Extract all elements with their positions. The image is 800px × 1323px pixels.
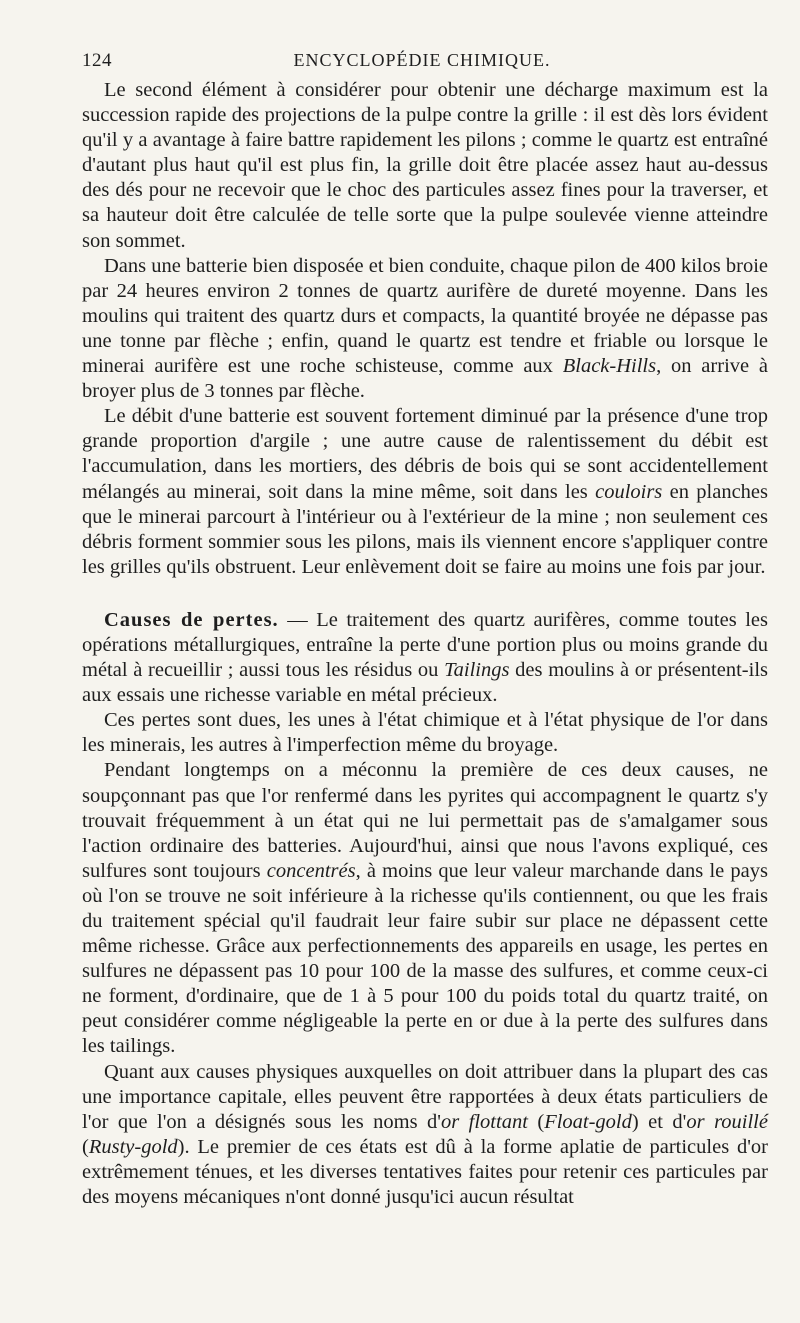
emphasis-black-hills: Black-Hills: [562, 355, 657, 378]
paragraph-7: Quant aux causes physiques auxquelles on doit attribuer dans la plupart des cas une importance capitale, elles peuvent être rapportées à deux états particuliers de l'or que l'on a désignés sous les noms d'or flottant (Float-gold) et d'or rouillé (Rusty-gold). Le premier de ces états est dû à la forme aplatie de particules d'or extrêmement ténues, et les diverses tentatives faites pour retenir ces particules par des moyens mécaniques n'ont donné jusqu'ici aucun résultat: [82, 1060, 768, 1209]
page-number: 124: [82, 50, 112, 71]
paragraph-3: Le débit d'une batterie est souvent fortement diminué par la présence d'une trop grande proportion d'argile ; une autre cause de ralentissement du débit est l'accumulation, dans les mortiers, des débris de bois qui se sont accidentellement mélangés au minerai, soit dans la mine même, soit dans les couloirs en planches que le minerai parcourt à l'intérieur ou à l'extérieur de la mine ; non seulement ces débris forment sommier sous les pilons, mais ils viennent encore s'appliquer contre les grilles qu'ils obstruent. Leur enlèvement doit se faire au moins une fois par jour.: [82, 405, 768, 578]
emphasis-concentres: concentrés: [266, 859, 356, 882]
paragraph-5: Ces pertes sont dues, les unes à l'état chimique et à l'état physique de l'or dans les minerais, les autres à l'imperfection même du broyage.: [82, 709, 768, 757]
paragraph-1: Le second élément à considérer pour obtenir une décharge maximum est la succession rapide des projections de la pulpe contre la grille : il est dès lors évident qu'il y a avantage à faire battre rapidement les pilons ; comme le quartz est entraîné d'autant plus haut qu'il est plus fin, la grille doit être placée assez haut au-dessus des dés pour ne recevoir que le choc des particules assez fines pour la traverser, et sa hauteur doit être calculée de telle sorte que la pulpe soulevée vienne atteindre son sommet.: [82, 79, 768, 252]
paragraph-6: Pendant longtemps on a méconnu la première de ces deux causes, ne soupçonnant pas que l'or renfermé dans les pyrites qui accompagnent le quartz s'y trouvait fréquemment à un état qui ne lui permettait pas de s'amalgamer sous l'action ordinaire des batteries. Aujourd'hui, ainsi que nous l'avons expliqué, ces sulfures sont toujours concentrés, à moins que leur valeur marchande dans le pays où l'on se trouve ne soit inférieure à la richesse qu'ils contiennent, ou que les frais du traitement spécial qu'il faudrait leur faire subir sur place ne dépassent cette même richesse. Grâce aux perfectionnements des appareils en usage, les pertes en sulfures ne dépassent pas 10 pour 100 de la masse des sulfures, et comme ceux-ci ne forment, d'ordinaire, que de 1 à 5 pour 100 du poids total du quartz traité, on peut considérer comme négligeable la perte en or due à la perte des sulfures dans les tailings.: [82, 759, 768, 1058]
page-header: [82, 50, 762, 76]
emphasis-or-flottant: or flottant: [440, 1110, 528, 1133]
emphasis-couloirs: couloirs: [595, 480, 663, 503]
body-text: [82, 78, 768, 1210]
running-title: ENCYCLOPÉDIE CHIMIQUE.: [293, 50, 551, 70]
emphasis-float-gold: Float-gold: [544, 1110, 632, 1133]
paragraph-4: Causes de pertes. — Le traitement des quartz aurifères, comme toutes les opérations métallurgiques, entraîne la perte d'une portion plus ou moins grande du métal à recueillir ; aussi tous les résidus ou Tailings des moulins à or présentent-ils aux essais une richesse variable en métal précieux.: [82, 608, 768, 707]
paragraph-2: Dans une batterie bien disposée et bien conduite, chaque pilon de 400 kilos broie par 24 heures environ 2 tonnes de quartz aurifère de dureté moyenne. Dans les moulins qui traitent des quartz durs et compacts, la quantité broyée ne dépasse pas une tonne par flèche ; enfin, quand le quartz est tendre et friable ou lorsque le minerai aurifère est une roche schisteuse, comme aux Black-Hills, on arrive à broyer plus de 3 tonnes par flèche.: [82, 254, 768, 403]
emphasis-or-rouille: or rouillé: [686, 1110, 768, 1133]
emphasis-tailings: Tailings: [444, 659, 510, 682]
emphasis-rusty-gold: Rusty-gold: [88, 1135, 178, 1158]
section-heading: Causes de pertes.: [104, 608, 279, 631]
